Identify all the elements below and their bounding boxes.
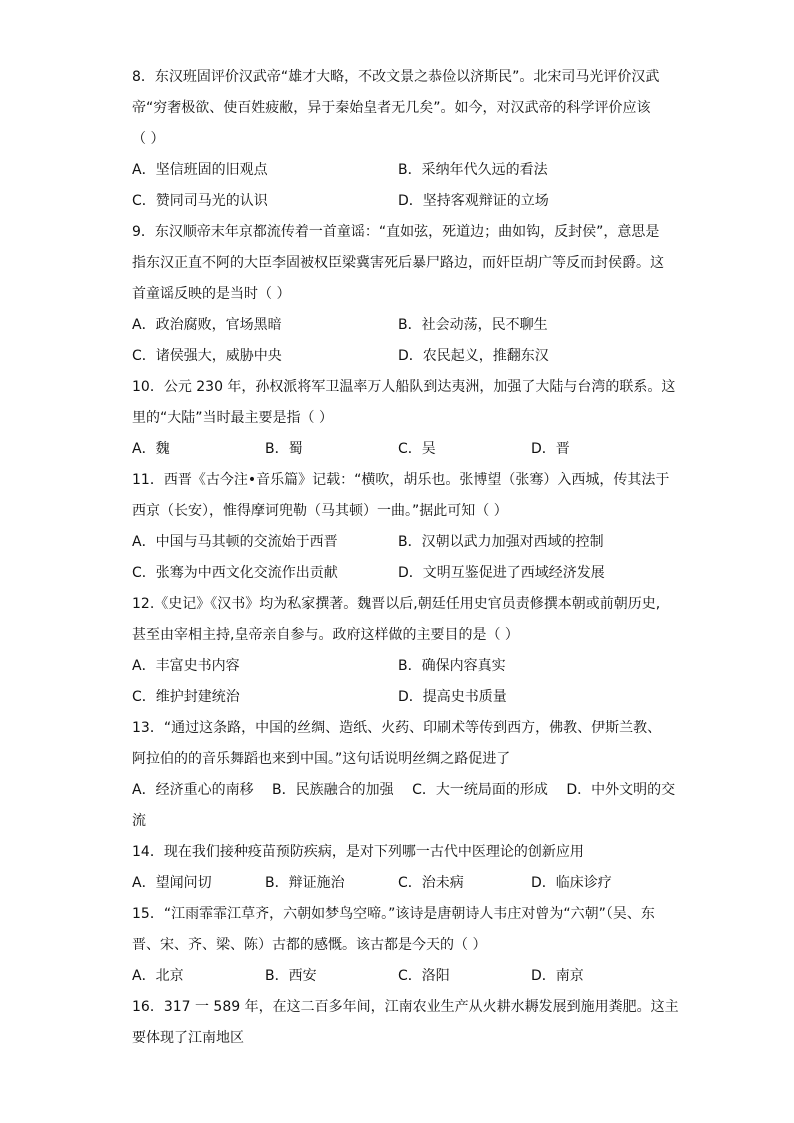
question-text-line: 14．现在我们接种疫苗预防疾病，是对下列哪一古代中医理论的创新应用 [132, 844, 584, 860]
question-text-line: 里的“大陆”当时最主要是指（ ） [132, 410, 333, 426]
option-d[interactable]: D．南京 [531, 968, 584, 984]
option-row [132, 310, 664, 341]
question-text-line: 13．“通过这条路，中国的丝绸、造纸、火药、印刷术等传到西方，佛教、伊斯兰教、 [132, 720, 662, 736]
option-b[interactable]: B．西安 [265, 968, 317, 984]
question-text-line: （ ） [132, 131, 165, 147]
question-text-line: 甚至由宰相主持,皇帝亲自参与。政府这样做的主要目的是（ ） [132, 627, 519, 643]
question-text-line: 阿拉伯的的音乐舞蹈也来到中国。”这句话说明丝绸之路促进了 [132, 751, 511, 767]
question-text-line: 9．东汉顺帝末年京都流传着一首童谣：“直如弦，死道边；曲如钩，反封侯”，意思是 [132, 224, 660, 240]
option-a[interactable]: A．坚信班固的旧观点 [132, 162, 268, 178]
option-a[interactable]: A．政治腐败，官场黑暗 [132, 317, 282, 333]
question-text-line: 10．公元 230 年，孙权派将军卫温率万人船队到达夷洲，加强了大陆与台湾的联系。这 [132, 379, 676, 395]
option-d[interactable]: D．坚持客观辩证的立场 [398, 193, 549, 209]
question-list [132, 62, 679, 1054]
option-c[interactable]: C．维护封建统治 [132, 689, 240, 705]
question-10 [132, 372, 676, 465]
option-d[interactable]: D．农民起义，推翻东汉 [398, 348, 549, 364]
question-text-line: 晋、宋、齐、梁、陈）古都的感慨。该古都是今天的（ ） [132, 937, 487, 953]
question-text-line: 首童谣反映的是当时（ ） [132, 286, 291, 302]
option-c[interactable]: C．治未病 [398, 875, 464, 891]
option-row [132, 558, 664, 589]
question-9 [132, 217, 664, 372]
option-b[interactable]: B．民族融合的加强 [272, 782, 394, 798]
question-text-line: 要体现了江南地区 [132, 1030, 244, 1046]
option-row [132, 775, 676, 806]
option-c[interactable]: C．张骞为中西文化交流作出贡献 [132, 565, 338, 581]
question-text-line: 16．317 一 589 年，在这二百多年间，江南农业生产从火耕水耨发展到施用粪肥。这主 [132, 999, 679, 1015]
question-text-line: 12.《史记》《汉书》均为私家撰著。魏晋以后,朝廷任用史官员责修撰本朝或前朝历史, [132, 596, 661, 612]
question-16 [132, 992, 679, 1054]
option-row [132, 682, 664, 713]
question-14 [132, 837, 664, 899]
question-12 [132, 589, 664, 713]
question-text-line: 西京（长安），惟得摩诃兜勒（马其顿）一曲。”据此可知（ ） [132, 503, 508, 519]
option-row [132, 868, 664, 899]
option-a[interactable]: A．望闻问切 [132, 875, 212, 891]
option-b[interactable]: B．辩证施治 [265, 875, 345, 891]
option-a[interactable]: A．丰富史书内容 [132, 658, 240, 674]
question-11 [132, 465, 670, 589]
option-row [132, 155, 664, 186]
option-d[interactable]: D．文明互鉴促进了西域经济发展 [398, 565, 605, 581]
option-row [132, 961, 664, 992]
option-row [132, 186, 664, 217]
option-d[interactable]: D．中外文明的交 [566, 782, 676, 798]
option-a[interactable]: A．魏 [132, 441, 170, 457]
option-b[interactable]: B．蜀 [265, 441, 303, 457]
option-c[interactable]: C．诸侯强大，威胁中央 [132, 348, 282, 364]
option-a[interactable]: A．北京 [132, 968, 184, 984]
option-d-continuation: 流 [132, 813, 146, 829]
option-d[interactable]: D．提高史书质量 [398, 689, 507, 705]
option-a[interactable]: A．中国与马其顿的交流始于西晋 [132, 534, 338, 550]
question-text-line: 15．“江雨霏霏江草齐，六朝如梦鸟空啼。”该诗是唐朝诗人韦庄对曾为“六朝”（吴、东 [132, 906, 655, 922]
option-c[interactable]: C．大一统局面的形成 [412, 782, 548, 798]
question-text-line: 11．西晋《古今注•音乐篇》记载：“横吹，胡乐也。张博望（张骞）入西城，传其法于 [132, 472, 670, 488]
question-8 [132, 62, 664, 217]
question-text-line: 帝“穷奢极欲、使百姓疲敝，异于秦始皇者无几矣”。如今，对汉武帝的科学评价应该 [132, 100, 651, 116]
option-d[interactable]: D．晋 [531, 441, 570, 457]
option-row [132, 527, 664, 558]
question-13 [132, 713, 676, 837]
option-c[interactable]: C．吴 [398, 441, 436, 457]
option-row [132, 651, 664, 682]
option-row [132, 434, 664, 465]
question-text-line: 8．东汉班固评价汉武帝“雄才大略，不改文景之恭俭以济斯民”。北宋司马光评价汉武 [132, 69, 660, 85]
question-15 [132, 899, 664, 992]
option-b[interactable]: B．汉朝以武力加强对西域的控制 [398, 534, 604, 550]
option-b[interactable]: B．确保内容真实 [398, 658, 506, 674]
option-d[interactable]: D．临床诊疗 [531, 875, 612, 891]
question-text-line: 指东汉正直不阿的大臣李固被权臣梁冀害死后暴尸路边，而奸臣胡广等反而封侯爵。这 [132, 255, 664, 271]
option-b[interactable]: B．采纳年代久远的看法 [398, 162, 548, 178]
option-c[interactable]: C．洛阳 [398, 968, 450, 984]
option-a[interactable]: A．经济重心的南移 [132, 782, 254, 798]
option-c[interactable]: C．赞同司马光的认识 [132, 193, 268, 209]
option-b[interactable]: B．社会动荡，民不聊生 [398, 317, 548, 333]
option-row [132, 341, 664, 372]
